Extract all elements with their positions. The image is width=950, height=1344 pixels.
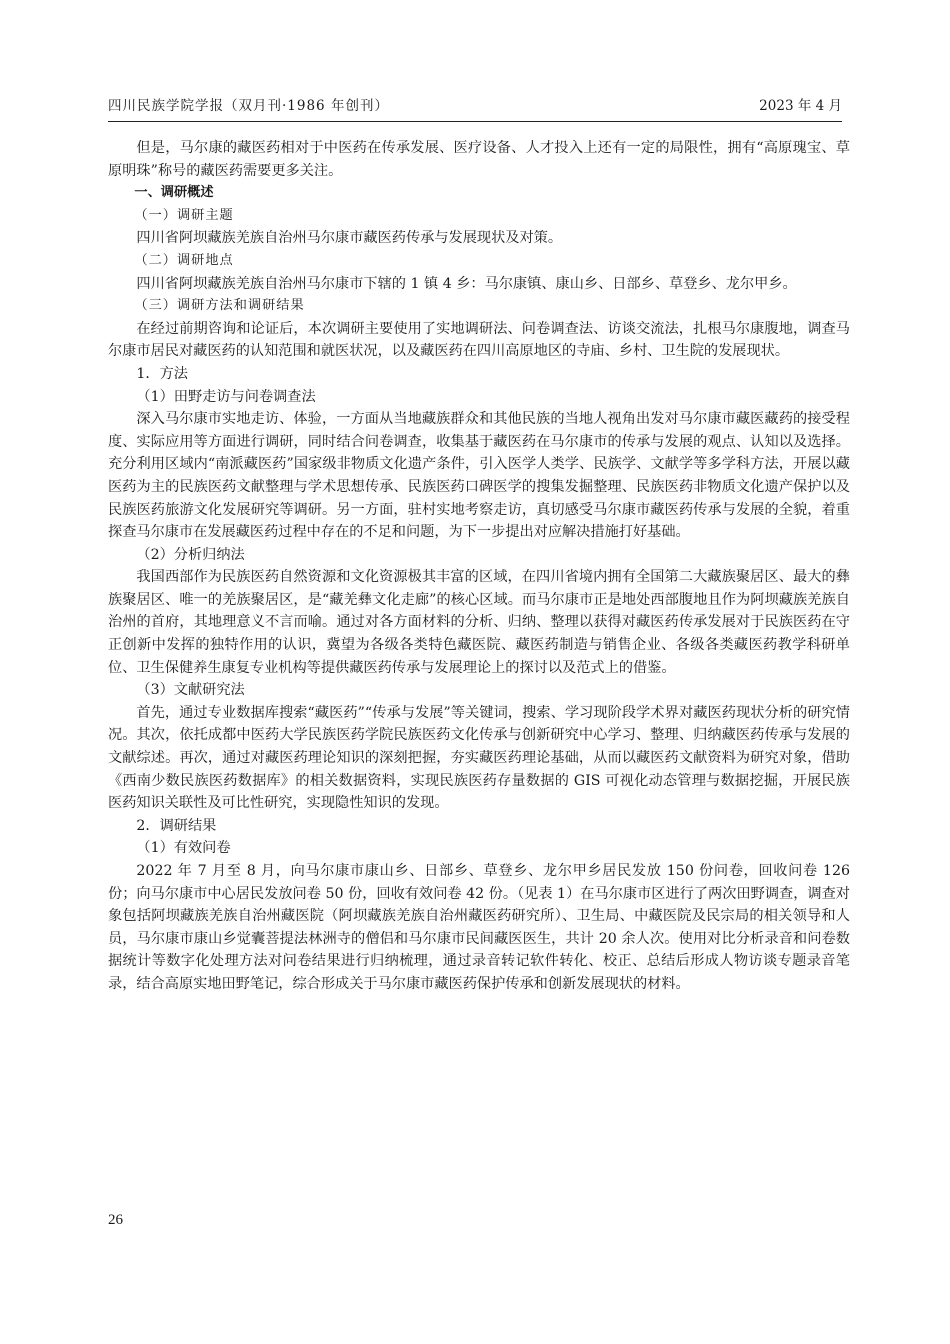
subsection-heading: （三）调研方法和调研结果 (134, 298, 305, 314)
paragraph: 首先，通过专业数据库搜索“藏医药”“传承与发展”等关键词，搜索、学习现阶段学术界对藏医药现状分析的研究情况。其次，依托成都中医药大学民族医药学院民族医药文化传承与创新研究中心学习、整理、归纳藏医药传承与发展的文献综述。再次，通过对藏医药理论知识的深刻把握，夯实藏医药理论基础，从而以藏医药文献资料为研究对象，借助《西南少数民族医药数据库》的相关数据资料，实现民族医药存量数据的 GIS 可视化动态管理与数据挖掘，开展民族医药知识关联性及可比性研究，实现隐性知识的发现。 (108, 704, 850, 812)
paragraph: 我国西部作为民族医药自然资源和文化资源极其丰富的区域，在四川省境内拥有全国第二大藏族聚居区、最大的彝族聚居区、唯一的羌族聚居区，是“藏羌彝文化走廊”的核心区域。而马尔康市正是地处西部腹地且作为阿坝藏族羌族自治州的首府，其地理意义不言而喻。通过对各方面材料的分析、归纳、整理以获得对藏医药传承发展对于民族医药在守正创新中发挥的独特作用的认识，冀望为各级各类特色藏医院、藏医药制造与销售企业、各级各类藏医药教学科研单位、卫生保健养生康复专业机构等提供藏医药传承与发展理论上的探讨以及范式上的借鉴。 (108, 569, 850, 676)
paragraph: 深入马尔康市实地走访、体验，一方面从当地藏族群众和其他民族的当地人视角出发对马尔康市藏医藏药的接受程度、实际应用等方面进行调研，同时结合问卷调查，收集基于藏医药在马尔康市的传承与发展的观点、认知以及选择。充分利用区域内“南派藏医药”国家级非物质文化遗产条件，引入医学人类学、民族学、文献学等多学科方法，开展以藏医药为主的民族医药文献整理与学术思想传承、民族医药口碑医学的搜集发掘整理、民族医药非物质文化遗产保护以及民族医药旅游文化发展研究等调研。另一方面，驻村实地考察走访，真切感受马尔康市藏医药传承与发展的全貌，着重探查马尔康市在发展藏医药过程中存在的不足和问题，为下一步提出对应解决措施打好基础。 (108, 411, 850, 541)
section-heading: 一、调研概述 (134, 185, 214, 201)
paragraph: 四川省阿坝藏族羌族自治州马尔康市下辖的 1 镇 4 乡：马尔康镇、康山乡、日部乡、草登乡、龙尔甲乡。 (136, 275, 797, 292)
issue-date: 2023 年 4 月 (759, 98, 842, 114)
subsection-heading: （一）调研主题 (134, 207, 234, 223)
results-heading: 2．调研结果 (136, 817, 217, 834)
article-body (108, 137, 850, 996)
paragraph: 但是，马尔康的藏医药相对于中医药在传承发展、医疗设备、人才投入上还有一定的局限性，拥有“高原瑰宝、草原明珠”称号的藏医药需要更多关注。 (108, 140, 850, 179)
results-subheading: （1）有效问卷 (136, 840, 231, 857)
method-subheading: （2）分析归纳法 (136, 546, 245, 563)
paragraph: 在经过前期咨询和论证后，本次调研主要使用了实地调研法、问卷调查法、访谈交流法，扎根马尔康腹地，调查马尔康市居民对藏医药的认知范围和就医状况，以及藏医药在四川高原地区的寺庙、乡村、卫生院的发展现状。 (108, 320, 850, 360)
running-header (108, 96, 842, 116)
method-heading: 1．方法 (136, 365, 188, 382)
header-divider (108, 121, 842, 122)
paragraph: 四川省阿坝藏族羌族自治州马尔康市藏医药传承与发展现状及对策。 (136, 230, 563, 247)
page-number: 26 (108, 1212, 123, 1228)
paragraph: 2022 年 7 月至 8 月，向马尔康市康山乡、日部乡、草登乡、龙尔甲乡居民发放 150 份问卷，回收问卷 126 份；向马尔康市中心居民发放问卷 50 份，回收有效问卷 42 份。（见表 1）在马尔康市区进行了两次田野调查，调查对象包括阿坝藏族羌族自治州藏医院（阿坝藏族羌族自治州藏医药研究所）、卫生局、中藏医院及民宗局的相关领导和人员，马尔康市康山乡觉囊菩提法林洲寺的僧侣和马尔康市民间藏医医生，共计 20 余人次。使用对比分析录音和问卷数据统计等数字化处理方法对问卷结果进行归纳梳理，通过录音转记软件转化、校正、总结后形成人物访谈专题录音笔录，结合高原实地田野笔记，综合形成关于马尔康市藏医药保护传承和创新发展现状的材料。 (108, 863, 850, 992)
subsection-heading: （二）调研地点 (134, 252, 234, 268)
method-subheading: （3）文献研究法 (136, 682, 245, 699)
journal-title: 四川民族学院学报（双月刊·1986 年创刊） (108, 98, 389, 114)
method-subheading: （1）田野走访与问卷调查法 (136, 388, 316, 405)
